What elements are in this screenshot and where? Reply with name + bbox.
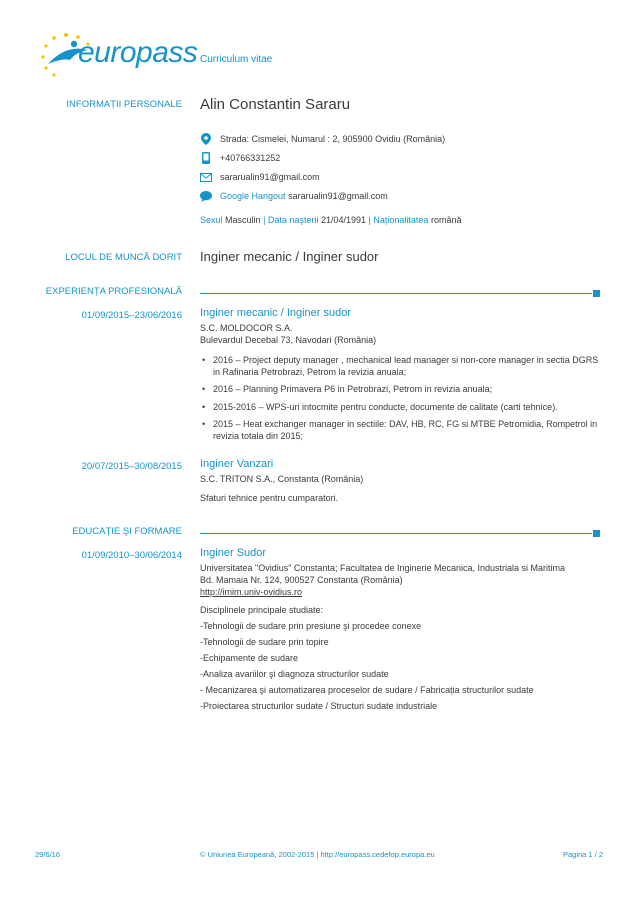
list-item: -Proiectarea structurilor sudate / Structuri sudate industriale bbox=[200, 701, 438, 711]
job-dates: 01/09/2015–23/06/2016 bbox=[81, 310, 182, 321]
nationality-value: română bbox=[430, 215, 462, 225]
desired-job-value: Inginer mecanic / Inginer sudor bbox=[200, 249, 379, 264]
logo-text: europass bbox=[78, 36, 198, 69]
footer-copyright[interactable]: © Uniunea Europeană, 2002-2015 | http://europass.cedefop.europa.eu bbox=[200, 850, 435, 859]
phone-row bbox=[200, 152, 280, 164]
im-label: Google Hangout bbox=[220, 191, 286, 201]
section-marker bbox=[593, 530, 600, 537]
list-item: -Analiza avariilor şi diagnoza structurilor sudate bbox=[200, 669, 389, 679]
document-title: Curriculum vitae bbox=[200, 54, 273, 65]
im-row bbox=[200, 190, 388, 202]
list-item: • 2015-2016 – WPS-uri intocmite pentru conducte, documente de calitate (carti tehnice). bbox=[200, 402, 604, 414]
full-name: Alin Constantin Sararu bbox=[200, 96, 351, 113]
employer-address: Bulevardul Decebal 73, Navodari (România) bbox=[200, 335, 377, 345]
location-pin-icon bbox=[200, 133, 212, 145]
list-item: - Mecanizarea şi automatizarea proceselor de sudare / Fabricația structurilor sudate bbox=[200, 685, 534, 695]
employer: S.C. MOLDOCOR S.A. bbox=[200, 323, 293, 333]
education-dates: 01/09/2010–30/06/2014 bbox=[81, 550, 182, 561]
sex-value: Masculin bbox=[225, 215, 261, 225]
chat-bubble-icon bbox=[200, 190, 212, 202]
job-title: Inginer Vanzari bbox=[200, 458, 274, 470]
personal-info-label: INFORMAȚII PERSONALE bbox=[66, 99, 182, 110]
list-item: • 2016 – Project deputy manager , mechanical lead manager si non-core manager in sectia DGRS in Rafinaria Petrobrazi, Petrom la revizia anuala; bbox=[200, 355, 604, 378]
institution-link[interactable]: http://imim.univ-ovidius.ro bbox=[200, 587, 303, 597]
list-item: -Tehnologii de sudare prin topire bbox=[200, 637, 329, 647]
section-rule bbox=[200, 533, 592, 534]
job-entry bbox=[200, 307, 604, 448]
list-item: • 2016 – Planning Primavera P6 in Petrobrazi, Petrom in revizia anuala; bbox=[200, 384, 604, 396]
job-description: Sfaturi tehnice pentru cumparatori. bbox=[200, 493, 339, 503]
sex-label: Sexul bbox=[200, 215, 223, 225]
section-marker bbox=[593, 290, 600, 297]
education-section-label: EDUCAȚIE ŞI FORMARE bbox=[72, 526, 182, 537]
experience-section-label: EXPERIENȚA PROFESIONALĂ bbox=[45, 286, 182, 297]
separator: | bbox=[263, 215, 266, 225]
address-row bbox=[200, 133, 445, 145]
education-entry bbox=[200, 547, 604, 716]
mobile-phone-icon bbox=[200, 152, 212, 164]
list-item: -Echipamente de sudare bbox=[200, 653, 299, 663]
institution-address: Bd. Mamaia Nr. 124, 900527 Constanta (România) bbox=[200, 575, 403, 585]
separator: | bbox=[368, 215, 371, 225]
phone-text[interactable]: +40766331252 bbox=[220, 153, 281, 163]
job-title: Inginer mecanic / Inginer sudor bbox=[200, 307, 352, 319]
section-rule bbox=[200, 293, 592, 294]
email-row bbox=[200, 171, 320, 183]
job-bullets bbox=[200, 355, 604, 442]
birth-value: 21/04/1991 bbox=[320, 215, 367, 225]
envelope-icon bbox=[200, 171, 212, 183]
job-dates: 20/07/2015–30/08/2015 bbox=[81, 461, 182, 472]
birth-label: Data naşterii bbox=[267, 215, 319, 225]
employer: S.C. TRITON S.A., Constanta (România) bbox=[200, 474, 364, 484]
footer-date: 29/6/16 bbox=[35, 850, 61, 859]
personal-details-line bbox=[200, 214, 461, 226]
institution: Universitatea "Ovidius" Constanta; Facultatea de Inginerie Mecanica, Industriala si Maritima bbox=[200, 563, 566, 573]
list-item: • 2015 – Heat exchanger manager in sectiile: DAV, HB, RC, FG si MTBE Petromidia, Rompetrol in revizia totala din 2015; bbox=[200, 419, 604, 442]
list-item: -Tehnologii de sudare prin presiune şi procedee conexe bbox=[200, 621, 422, 631]
desired-job-label: LOCUL DE MUNCĂ DORIT bbox=[65, 252, 182, 263]
footer-page-number: Pagina 1 / 2 bbox=[562, 850, 603, 859]
list-item: Disciplinele principale studiate: bbox=[200, 605, 324, 615]
address-text: Strada: Cismelei, Numarul : 2, 905900 Ovidiu (România) bbox=[220, 134, 446, 144]
email-text[interactable]: sararualin91@gmail.com bbox=[220, 172, 320, 182]
subjects-list bbox=[200, 604, 604, 712]
qualification-title: Inginer Sudor bbox=[200, 547, 267, 559]
nationality-label: Naționalitatea bbox=[373, 215, 429, 225]
im-value: sararualin91@gmail.com bbox=[288, 191, 388, 201]
job-entry bbox=[200, 458, 604, 504]
europass-logo bbox=[36, 30, 196, 80]
